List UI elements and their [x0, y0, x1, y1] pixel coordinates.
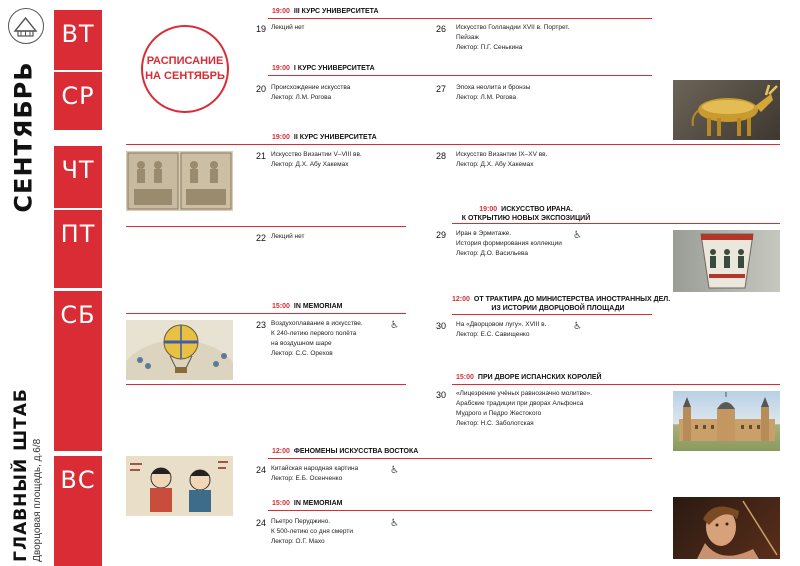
- day-wednesday: СР: [54, 72, 102, 130]
- event-date: 26: [436, 24, 447, 34]
- event-line: Пейзаж: [456, 34, 479, 41]
- event-date: 29: [436, 230, 447, 240]
- section-header: [272, 499, 343, 508]
- event-text: [271, 150, 362, 170]
- title: IN MEMORIAM: [293, 303, 343, 310]
- divider: [268, 18, 652, 19]
- event-text: [456, 23, 569, 53]
- event-line: Китайская народная картина: [271, 465, 359, 472]
- badge-line-1: РАСПИСАНИЕ: [146, 55, 224, 67]
- title: ФЕНОМЕНЫ ИСКУССТВА ВОСТОКА: [293, 448, 419, 455]
- month-label: СЕНТЯБРЬ: [10, 61, 38, 213]
- event-line: Лекций нет: [271, 24, 305, 31]
- section-header: [272, 7, 379, 16]
- accessibility-icon: ♿: [573, 321, 582, 332]
- time: 12:00: [452, 296, 470, 303]
- event-line: Лектор: Д.О. Васильева: [456, 250, 529, 257]
- time: 15:00: [272, 500, 290, 507]
- title: ИСКУССТВО ИРАНА.: [501, 206, 573, 213]
- event-date: 21: [256, 151, 267, 161]
- divider: [268, 458, 652, 459]
- building-logo-icon: [8, 8, 44, 44]
- event-line: Лектор: Л.М. Рогова: [271, 94, 332, 101]
- title: IN MEMORIAM: [293, 500, 343, 507]
- event-line: Искусство Голландии XVII в. Портрет.: [456, 24, 570, 31]
- event-text: [456, 83, 530, 103]
- time: 12:00: [272, 448, 290, 455]
- day-thursday: ЧТ: [54, 146, 102, 208]
- venue-name: ГЛАВНЫЙ ШТАБ: [11, 388, 32, 562]
- event-date: 20: [256, 84, 267, 94]
- month-title: [5, 62, 43, 212]
- event-date: 24: [256, 465, 267, 475]
- event-date: 24: [256, 518, 267, 528]
- event-line: Лектор: С.С. Орехов: [271, 350, 333, 357]
- venue-block: [4, 390, 50, 560]
- section-header: [452, 295, 671, 313]
- event-text: [456, 229, 562, 259]
- section-header: [272, 133, 377, 142]
- iranian-vessel-image: [673, 230, 780, 292]
- event-text: [456, 389, 592, 429]
- event-line: Воздухоплавание в искусстве.: [271, 320, 363, 327]
- divider: [126, 144, 780, 145]
- event-date: 28: [436, 151, 447, 161]
- event-line: Происхождение искусства: [271, 84, 351, 91]
- event-date: 27: [436, 84, 447, 94]
- venue-address: Дворцовая площадь, д.6/8: [32, 438, 44, 562]
- divider: [126, 384, 406, 385]
- title: I КУРС УНИВЕРСИТЕТА: [293, 65, 375, 72]
- escorial-image: [673, 391, 780, 451]
- event-line: Иран в Эрмитаже.: [456, 230, 512, 237]
- event-text: [271, 464, 358, 484]
- byzantine-ivory-image: [126, 151, 233, 211]
- event-line: Лектор: О.Г. Махо: [271, 538, 325, 545]
- divider: [126, 313, 406, 314]
- time: 19:00: [272, 134, 290, 141]
- section-header: [272, 64, 375, 73]
- section-header: [272, 302, 343, 311]
- event-date: 19: [256, 24, 267, 34]
- divider: [126, 226, 406, 227]
- event-text: [271, 319, 363, 359]
- time: 15:00: [456, 374, 474, 381]
- event-line: Лектор: Н.С. Заболотская: [456, 420, 534, 427]
- event-line: К 500-летию со дня смерти: [271, 528, 353, 535]
- day-sunday: ВС: [54, 456, 102, 566]
- event-line: Лектор: Е.Б. Осенченко: [271, 475, 343, 482]
- title: III КУРС УНИВЕРСИТЕТА: [293, 8, 379, 15]
- time: 19:00: [479, 206, 498, 213]
- event-line: Мудрого и Педро Жестокого: [456, 410, 542, 417]
- event-line: Лекций нет: [271, 233, 305, 240]
- day-tuesday: ВТ: [54, 10, 102, 70]
- event-text: [456, 150, 547, 170]
- time: 19:00: [272, 65, 290, 72]
- event-text: [271, 517, 353, 547]
- chinese-painting-image: [126, 456, 233, 516]
- section-header: [456, 205, 596, 223]
- divider: [268, 75, 652, 76]
- event-text: [271, 23, 304, 33]
- event-line: Лектор: П.Г. Сенькина: [456, 44, 523, 51]
- perugino-portrait-image: [673, 497, 780, 559]
- event-line: Лектор: Е.С. Савищенко: [456, 331, 530, 338]
- event-line: К 240-летию первого полёта: [271, 330, 357, 337]
- title: ОТ ТРАКТИРА ДО МИНИСТЕРСТВА ИНОСТРАННЫХ ДЕЛ.: [473, 296, 671, 303]
- event-line: На «Дворцовом лугу». XVIII в.: [456, 321, 547, 328]
- balloon-image: [126, 320, 233, 380]
- divider: [452, 384, 780, 385]
- event-text: [271, 232, 304, 242]
- title-line-2: К ОТКРЫТИЮ НОВЫХ ЭКСПОЗИЦИЙ: [461, 215, 591, 222]
- event-line: «Лицезрение учёных равнозначно молитве».: [456, 390, 593, 397]
- event-line: Лектор: Д.Х. Абу Хакемах: [456, 161, 534, 168]
- event-line: История формирования коллекции: [456, 240, 562, 247]
- event-line: Лектор: Л.М. Рогова: [456, 94, 517, 101]
- section-header: [456, 373, 602, 382]
- day-saturday: СБ: [54, 291, 102, 451]
- day-friday: ПТ: [54, 210, 102, 288]
- event-text: [271, 83, 350, 103]
- badge-line-2: НА СЕНТЯБРЬ: [145, 70, 225, 82]
- event-line: Эпоха неолита и бронзы: [456, 84, 531, 91]
- event-line: на воздушном шаре: [271, 340, 332, 347]
- title: II КУРС УНИВЕРСИТЕТА: [293, 134, 377, 141]
- divider: [452, 223, 780, 224]
- event-line: Лектор: Д.Х. Абу Хакемах: [271, 161, 349, 168]
- schedule-badge: [141, 25, 229, 113]
- accessibility-icon: ♿: [573, 230, 582, 241]
- event-date: 22: [256, 233, 267, 243]
- event-text: [456, 320, 546, 340]
- section-header: [272, 447, 418, 456]
- accessibility-icon: ♿: [390, 320, 399, 331]
- divider: [268, 510, 652, 511]
- accessibility-icon: ♿: [390, 518, 399, 529]
- event-date: 30: [436, 321, 447, 331]
- event-date: 30: [436, 390, 447, 400]
- time: 15:00: [272, 303, 290, 310]
- time: 19:00: [272, 8, 290, 15]
- title: ПРИ ДВОРЕ ИСПАНСКИХ КОРОЛЕЙ: [477, 374, 602, 381]
- event-line: Искусство Византии V–VIII вв.: [271, 151, 362, 158]
- event-line: Арабские традиции при дворах Альфонса: [456, 400, 584, 407]
- title-line-2: ИЗ ИСТОРИИ ДВОРЦОВОЙ ПЛОЩАДИ: [491, 305, 625, 312]
- event-date: 23: [256, 320, 267, 330]
- event-line: Искусство Византии IX–XV вв.: [456, 151, 548, 158]
- accessibility-icon: ♿: [390, 465, 399, 476]
- event-line: Пьетро Перуджино.: [271, 518, 331, 525]
- divider: [452, 314, 652, 315]
- golden-bull-image: [673, 80, 780, 140]
